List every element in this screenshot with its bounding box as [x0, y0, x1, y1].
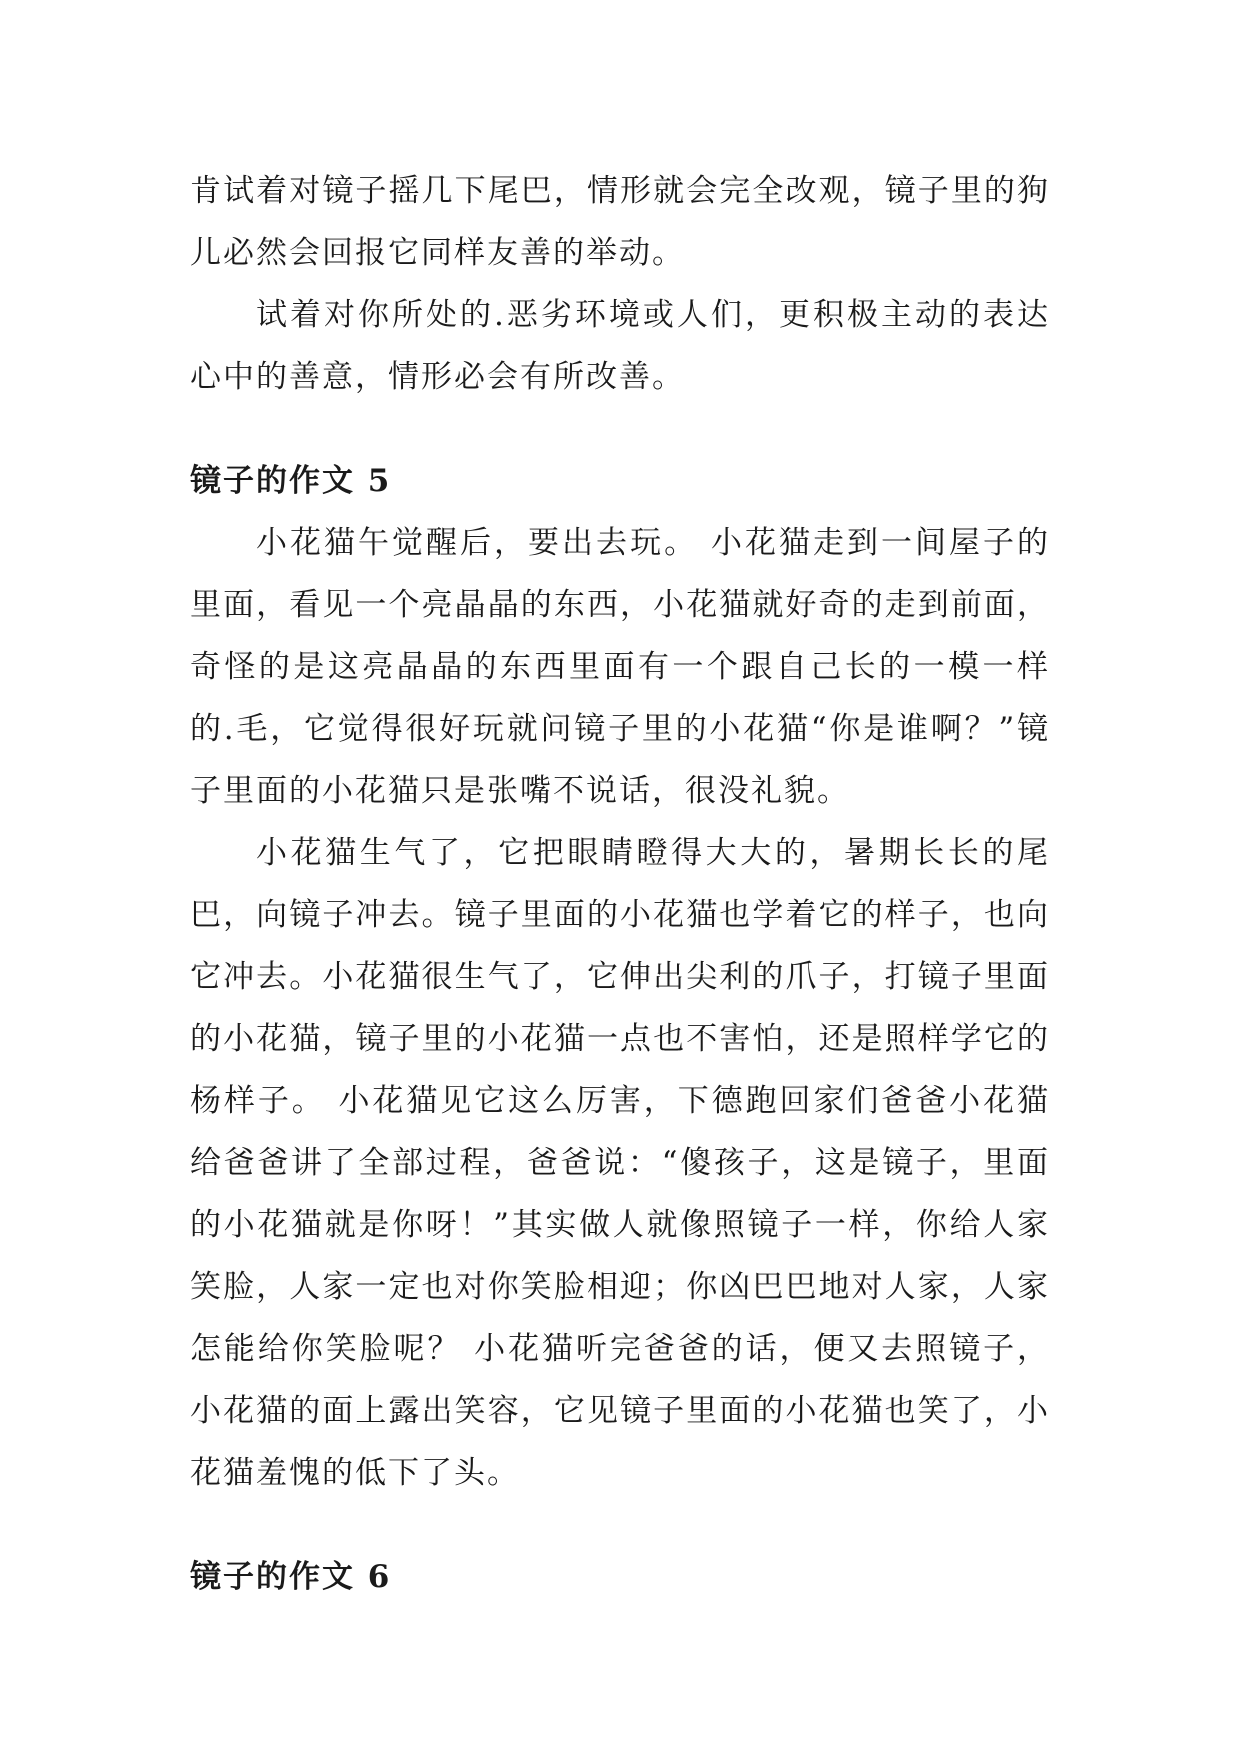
intro-paragraph-2: 试着对你所处的.恶劣环境或人们，更积极主动的表达心中的善意，情形必会有所改善。	[190, 297, 1050, 395]
section-6-title: 镜子的作文 6	[190, 1559, 392, 1595]
section-5-paragraph-1: 小花猫午觉醒后，要出去玩。 小花猫走到一间屋子的里面，看见一个亮晶晶的东西，小花猫就好奇的走到前面，奇怪的是这亮晶晶的东西里面有一个跟自己长的一模一样的.毛，它觉得很好玩就问镜子里的小花猫“你是谁啊？”镜子里面的小花猫只是张嘴不说话，很没礼貌。	[190, 525, 1050, 809]
section-5-paragraph-2: 小花猫生气了，它把眼睛瞪得大大的，暑期长长的尾巴，向镜子冲去。镜子里面的小花猫也学着它的样子，也向它冲去。小花猫很生气了，它伸出尖利的爪子，打镜子里面的小花猫，镜子里的小花猫一点也不害怕，还是照样学它的杨样子。 小花猫见它这么厉害，下德跑回家们爸爸小花猫给爸爸讲了全部过程，爸爸说：“傻孩子，这是镜子，里面的小花猫就是你呀！”其实做人就像照镜子一样，你给人家笑脸，人家一定也对你笑脸相迎；你凶巴巴地对人家，人家怎能给你笑脸呢？ 小花猫听完爸爸的话，便又去照镜子，小花猫的面上露出笑容，它见镜子里面的小花猫也笑了，小花猫羞愧的低下了头。	[190, 835, 1050, 1491]
intro-paragraph-1: 肯试着对镜子摇几下尾巴，情形就会完全改观，镜子里的狗儿必然会回报它同样友善的举动。	[190, 173, 1050, 271]
section-5-title: 镜子的作文 5	[190, 463, 392, 499]
section-spacer	[190, 1504, 1050, 1546]
section-spacer	[190, 408, 1050, 450]
document-body	[190, 160, 1050, 1608]
